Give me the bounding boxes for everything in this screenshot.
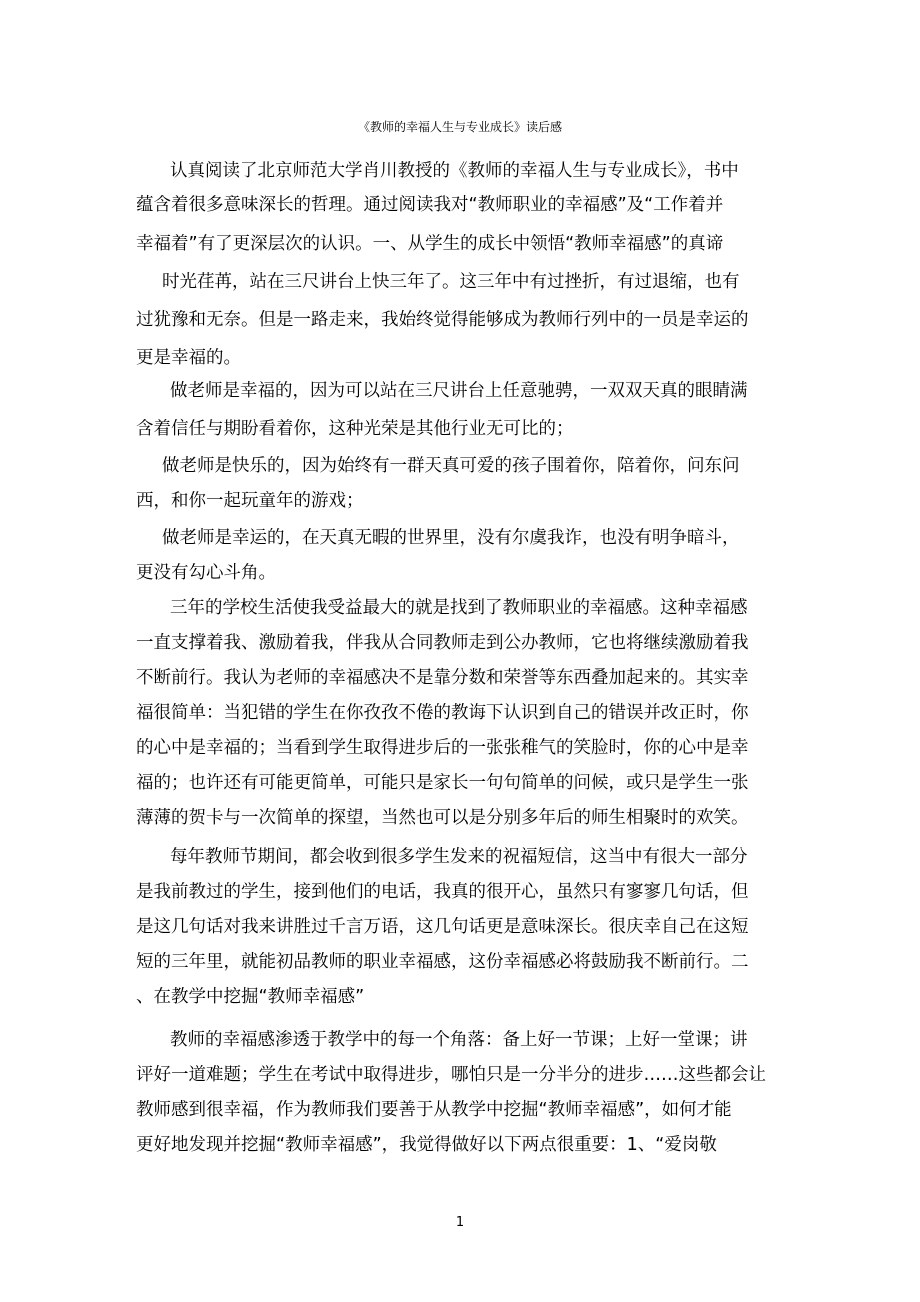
paragraph-line: 福很简单：当犯错的学生在你孜孜不倦的教诲下认识到自己的错误并改正时，你 (136, 703, 749, 723)
paragraph-line: 是这几句话对我来讲胜过千言万语，这几句话更是意味深长。很庆幸自己在这短 (136, 917, 749, 937)
paragraph-line: 做老师是快乐的，因为始终有一群天真可爱的孩子围着你，陪着你，问东问 (162, 456, 740, 476)
paragraph-line: 幸福着”有了更深层次的认识。一、从学生的成长中领悟“教师幸福感”的真谛 (136, 234, 724, 254)
paragraph-line: 更没有勾心斗角。 (136, 563, 276, 583)
paragraph-line: 更是幸福的。 (136, 348, 241, 368)
paragraph-line: 西，和你一起玩童年的游戏； (136, 491, 364, 511)
paragraph-line: 更好地发现并挖掘“教师幸福感”，我觉得做好以下两点很重要：1、“爱岗敬 (136, 1135, 717, 1155)
paragraph-line: 时光荏苒，站在三尺讲台上快三年了。这三年中有过挫折，有过退缩，也有 (162, 272, 740, 292)
paragraph-line: 过犹豫和无奈。但是一路走来，我始终觉得能够成为教师行列中的一员是幸运的 (136, 310, 749, 330)
paragraph-line: 、在教学中挖掘“教师幸福感” (136, 987, 365, 1007)
paragraph-line: 教师的幸福感渗透于教学中的每一个角落：备上好一节课；上好一堂课；讲 (170, 1030, 748, 1050)
paragraph-line: 做老师是幸福的，因为可以站在三尺讲台上任意驰骋，一双双天真的眼睛满 (170, 381, 748, 401)
paragraph-line: 教师感到很幸福，作为教师我们要善于从教学中挖掘“教师幸福感”，如何才能 (136, 1100, 732, 1120)
paragraph-line: 薄薄的贺卡与一次简单的探望，当然也可以是分别多年后的师生相聚时的欢笑。 (136, 808, 749, 828)
paragraph-line: 一直支撑着我、激励着我，伴我从合同教师走到公办教师，它也将继续激励着我 (136, 633, 749, 653)
paragraph-line: 认真阅读了北京师范大学肖川教授的《教师的幸福人生与专业成长》，书中 (170, 161, 739, 181)
paragraph-line: 每年教师节期间，都会收到很多学生发来的祝福短信，这当中有很大一部分 (170, 847, 748, 867)
paragraph-line: 评好一道难题；学生在考试中取得进步，哪怕只是一分半分的进步……这些都会让 (136, 1065, 766, 1085)
paragraph-line: 蕴含着很多意味深长的哲理。通过阅读我对“教师职业的幸福感”及“工作着并 (136, 195, 724, 215)
paragraph-line: 的心中是幸福的；当看到学生取得进步后的一张张稚气的笑脸时，你的心中是幸 (136, 738, 749, 758)
paragraph-line: 含着信任与期盼看着你，这种光荣是其他行业无可比的； (136, 419, 574, 439)
paragraph-line: 不断前行。我认为老师的幸福感决不是靠分数和荣誉等东西叠加起来的。其实幸 (136, 668, 749, 688)
paragraph-line: 福的；也许还有可能更简单，可能只是家长一句句简单的问候，或只是学生一张 (136, 773, 749, 793)
paragraph-line: 做老师是幸运的，在天真无暇的世界里，没有尔虞我诈，也没有明争暗斗， (162, 528, 740, 548)
document-title: 《教师的幸福人生与专业成长》读后感 (357, 120, 562, 134)
paragraph-line: 是我前教过的学生，接到他们的电话，我真的很开心，虽然只有寥寥几句话，但 (136, 882, 749, 902)
page-number: 1 (455, 1215, 465, 1230)
paragraph-line: 短的三年里，就能初品教师的职业幸福感，这份幸福感必将鼓励我不断前行。二 (136, 952, 749, 972)
paragraph-line: 三年的学校生活使我受益最大的就是找到了教师职业的幸福感。这种幸福感 (170, 598, 748, 618)
